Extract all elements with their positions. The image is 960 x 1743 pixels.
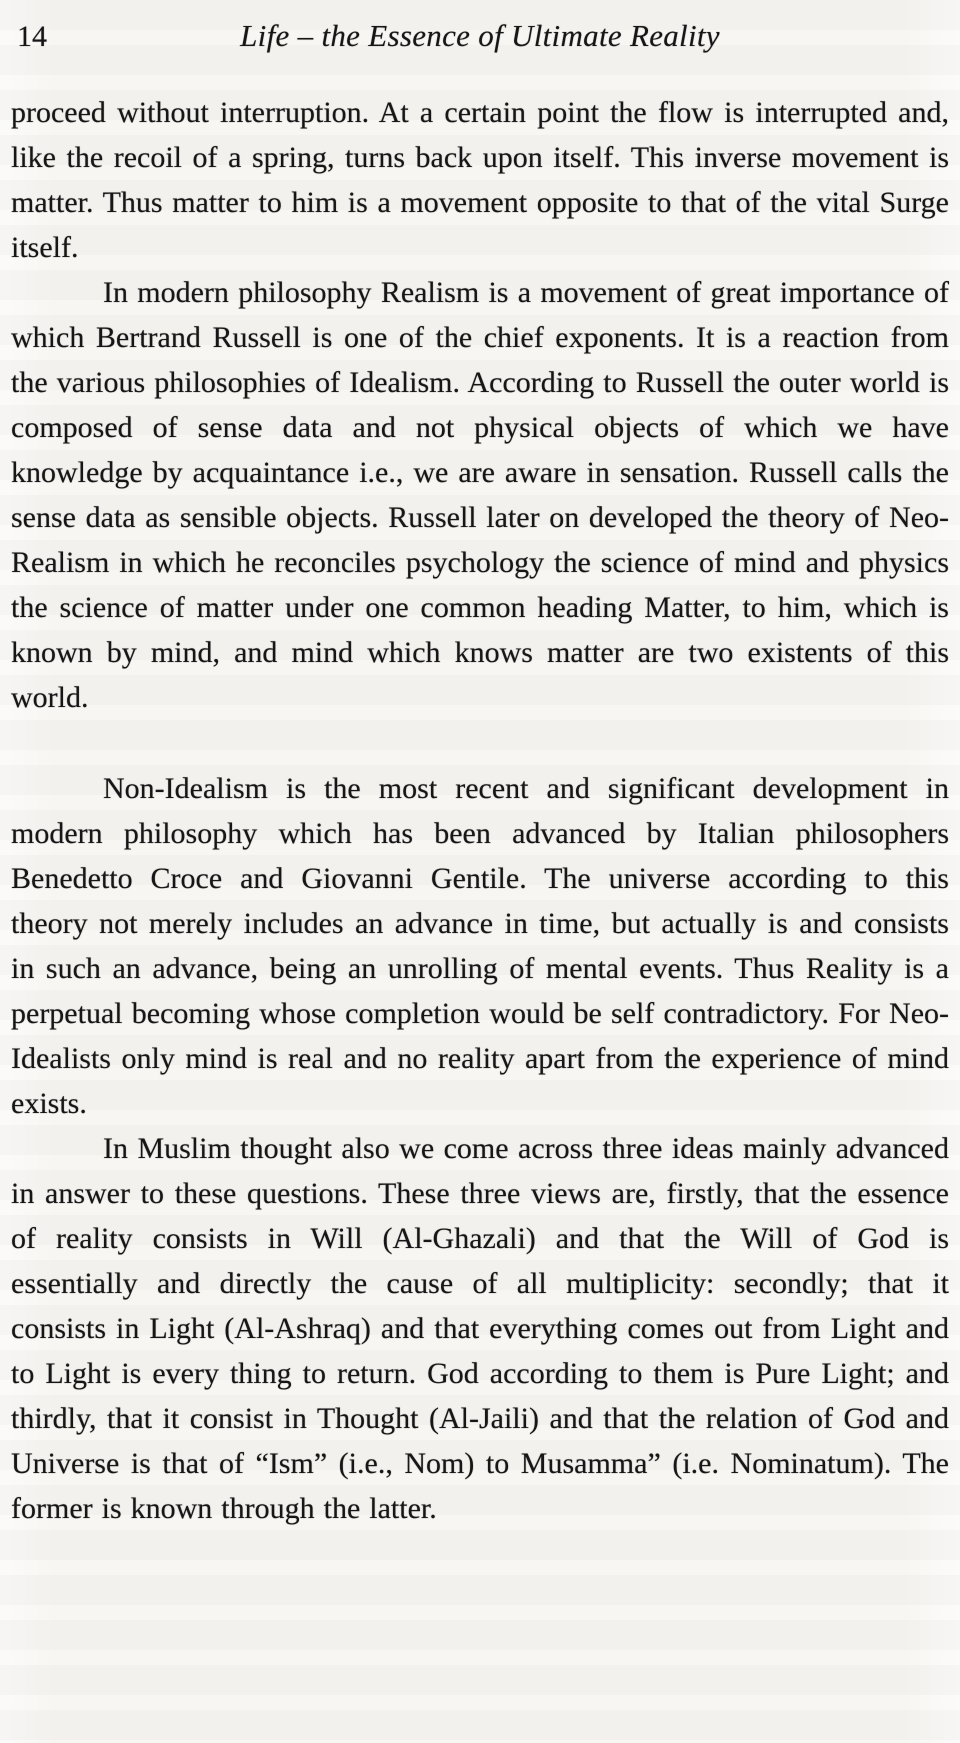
- paragraph-non-idealism: Non-Idealism is the most recent and significant development in modern philosophy which has been advanced by Italian philosophers Benedetto Croce and Giovanni Gentile. The universe according to this theory not merely includes an advance in time, but actually is and consists in such an advance, being an unrolling of mental events. Thus Reality is a perpetual becoming whose completion would be self contradictory. For Neo-Idealists only mind is real and no reality apart from the experience of mind exists.: [11, 772, 949, 1120]
- paragraph-realism: In modern philosophy Realism is a movement of great importance of which Bertrand Russell is one of the chief exponents. It is a reaction from the various philosophies of Idealism. According to Russell the outer world is composed of sense data and not physical objects of which we have knowledge by acquaintance i.e., we are aware in sensation. Russell calls the sense data as sensible objects. Russell later on developed the theory of Neo-Realism in which he reconciles psychology the science of mind and physics the science of matter under one common heading Matter, to him, which is known by mind, and mind which knows matter are two existents of this world.: [11, 276, 949, 714]
- paragraph-muslim-thought: In Muslim thought also we come across three ideas mainly advanced in answer to these questions. These three views are, firstly, that the essence of reality consists in Will (Al-Ghazali) and that the Will of God is essentially and directly the cause of all multiplicity: secondly; that it consists in Light (Al-Ashraq) and that everything comes out from Light and to Light is every thing to return. God according to them is Pure Light; and thirdly, that it consist in Thought (Al-Jaili) and that the relation of God and Universe is that of “Ism” (i.e., Nom) to Musamma” (i.e. Nominatum). The former is known through the latter.: [11, 1132, 949, 1525]
- page-header: [11, 16, 949, 58]
- running-title: Life – the Essence of Ultimate Reality: [240, 18, 720, 53]
- page-body: [11, 90, 949, 1531]
- page-number: 14: [17, 20, 47, 53]
- paragraph-continuation: proceed without interruption. At a certain point the flow is interrupted and, like the recoil of a spring, turns back upon itself. This inverse movement is matter. Thus matter to him is a movement opposite to that of the vital Surge itself.: [11, 96, 949, 264]
